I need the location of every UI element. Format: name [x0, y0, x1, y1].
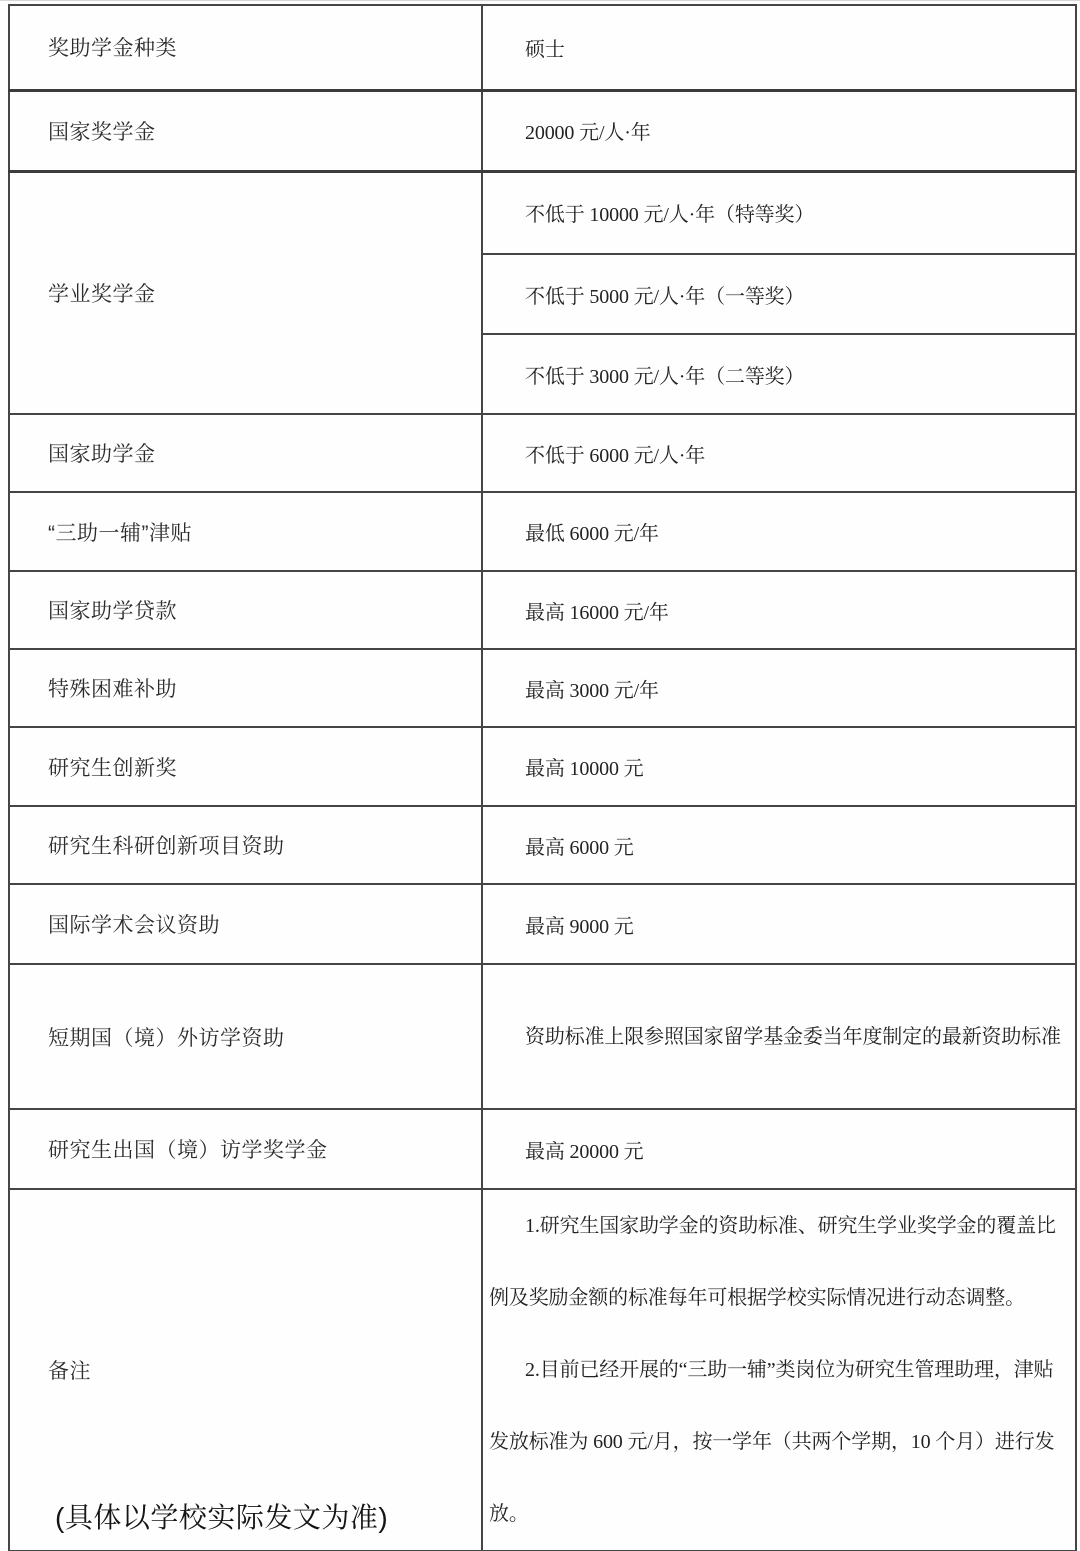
row-value — [482, 806, 1076, 884]
row-value-text: 资助标准上限参照国家留学基金委当年度制定的最新资助标准 — [525, 1025, 1061, 1048]
row-value — [482, 571, 1076, 649]
row-value-text: 最高 3000 元/年 — [525, 679, 659, 702]
row-value — [482, 171, 1076, 254]
row-value — [482, 727, 1076, 806]
row-value — [482, 884, 1076, 964]
row-value-text: 20000 元/人·年 — [525, 122, 651, 144]
table-row — [9, 90, 1076, 171]
row-label: 研究生出国（境）访学奖学金 — [9, 1109, 482, 1189]
table-row — [9, 727, 1076, 806]
table-row — [9, 649, 1076, 727]
row-label: 研究生创新奖 — [9, 727, 482, 806]
table-row — [9, 806, 1076, 884]
table-row — [9, 1109, 1076, 1189]
row-label-academic-scholarship: 学业奖学金 — [9, 171, 482, 414]
table-header-row — [9, 5, 1076, 90]
row-value — [482, 254, 1076, 334]
row-value-text: 最高 20000 元 — [525, 1140, 644, 1163]
row-value-text: 不低于 10000 元/人·年（特等奖） — [525, 204, 815, 227]
row-label: “三助一辅”津贴 — [9, 492, 482, 571]
remarks-cell — [482, 1189, 1076, 1551]
row-label: 国家助学金 — [9, 414, 482, 492]
row-label: 特殊困难补助 — [9, 649, 482, 727]
table-row — [9, 414, 1076, 492]
header-type-cell: 奖助学金种类 — [9, 5, 482, 90]
row-value — [482, 1109, 1076, 1189]
row-value-text: 最高 16000 元/年 — [525, 601, 669, 624]
row-label: 国家奖学金 — [9, 90, 482, 171]
row-value-text: 最低 6000 元/年 — [525, 523, 659, 545]
row-value — [482, 649, 1076, 727]
table-row — [9, 571, 1076, 649]
row-value-text: 最高 9000 元 — [525, 915, 634, 938]
remarks-paragraph-2: 2.目前已经开展的“三助一辅”类岗位为研究生管理助理，津贴发放标准为 600 元/月，按一学年（共两个学期，10 个月）进行发放。 — [489, 1359, 1055, 1525]
row-value-text: 不低于 3000 元/人·年（二等奖） — [525, 365, 805, 388]
scholarship-table — [8, 4, 1077, 1551]
header-degree-cell — [482, 5, 1076, 90]
table-row — [9, 171, 1076, 254]
row-value-text: 不低于 6000 元/人·年 — [525, 444, 706, 467]
footer-disclaimer: (具体以学校实际发文为准) — [55, 1502, 389, 1533]
table-row — [9, 492, 1076, 571]
row-label: 国家助学贷款 — [9, 571, 482, 649]
row-value — [482, 90, 1076, 171]
header-degree-text: 硕士 — [525, 38, 565, 61]
row-value-text: 最高 6000 元 — [525, 836, 634, 859]
row-value-text: 最高 10000 元 — [525, 758, 644, 780]
remarks-paragraph-1: 1.研究生国家助学金的资助标准、研究生学业奖学金的覆盖比例及奖励金额的标准每年可根据学校实际情况进行动态调整。 — [489, 1215, 1056, 1309]
table-row — [9, 964, 1076, 1109]
row-label: 研究生科研创新项目资助 — [9, 806, 482, 884]
row-value-text: 不低于 5000 元/人·年（一等奖） — [525, 285, 805, 308]
row-value — [482, 964, 1076, 1109]
table-row — [9, 884, 1076, 964]
row-label-remarks: 备注 — [9, 1189, 482, 1551]
row-value — [482, 414, 1076, 492]
page-top-hairline — [0, 0, 1080, 1]
row-label: 短期国（境）外访学资助 — [9, 964, 482, 1109]
row-value — [482, 334, 1076, 414]
row-label: 国际学术会议资助 — [9, 884, 482, 964]
row-value — [482, 492, 1076, 571]
